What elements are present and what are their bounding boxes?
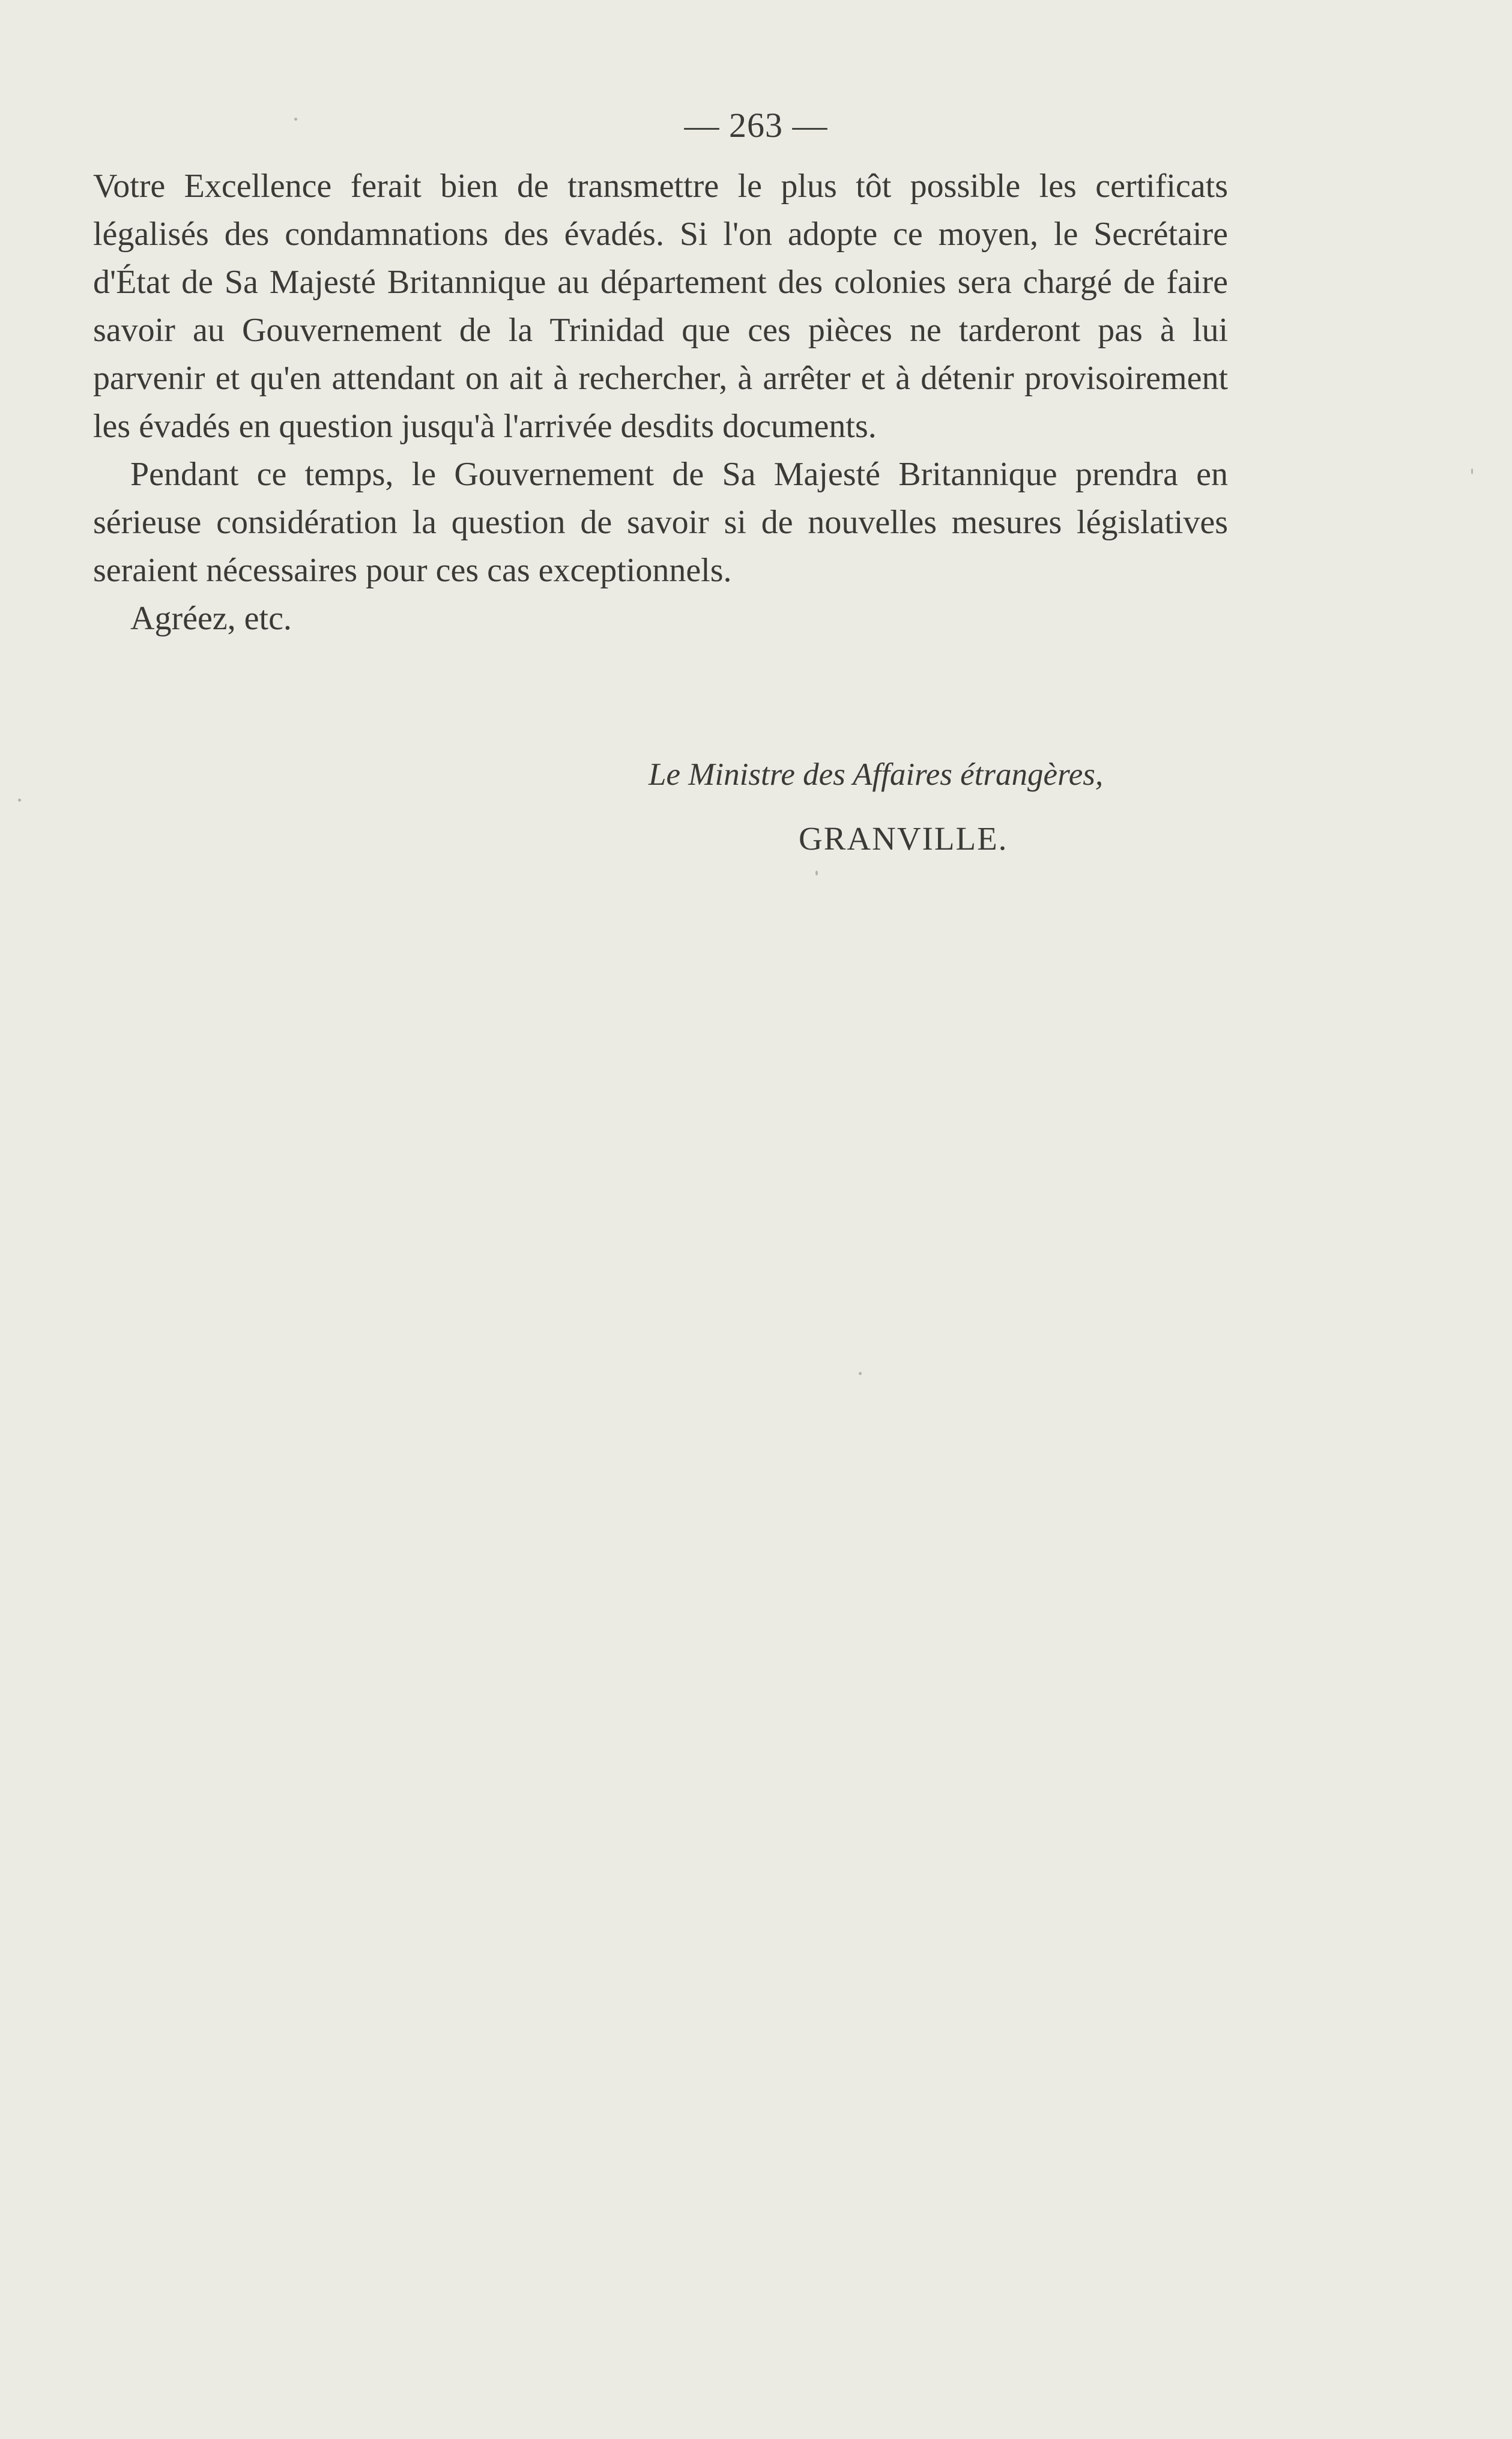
paragraph-2: Pendant ce temps, le Gouvernement de Sa Majesté Britannique prendra en sérieuse considération la question de savoir si de nouvelles mesures législatives seraient nécessaires pour ces cas exceptionnels. [93, 456, 1228, 589]
page-number: — 263 — [684, 106, 828, 145]
paper-speck [294, 118, 297, 121]
paper-speck [859, 1372, 862, 1375]
signatory-name: GRANVILLE. [799, 820, 1008, 857]
paper-speck [18, 799, 21, 802]
paragraph-1: Votre Excellence ferait bien de transmettre le plus tôt possible les certificats légalisés des condamnations des évadés. Si l'on adopte ce moyen, le Secrétaire d'État de Sa Majesté Britannique au département des colonies sera chargé de faire savoir au Gouvernement de la Trinidad que ces pièces ne tarderont pas à lui parvenir et qu'en attendant on ait à rechercher, à arrêter et à détenir provisoirement les évadés en question jusqu'à l'arrivée desdits documents. [93, 168, 1228, 445]
body-text [93, 162, 1228, 642]
reverse-side-show-through [90, 775, 1231, 1975]
closing-formula: Agréez, etc. [130, 600, 292, 637]
signatory-title: Le Ministre des Affaires étrangères, [649, 757, 1104, 792]
paper-speck [815, 871, 818, 875]
paper-speck [1471, 468, 1473, 474]
